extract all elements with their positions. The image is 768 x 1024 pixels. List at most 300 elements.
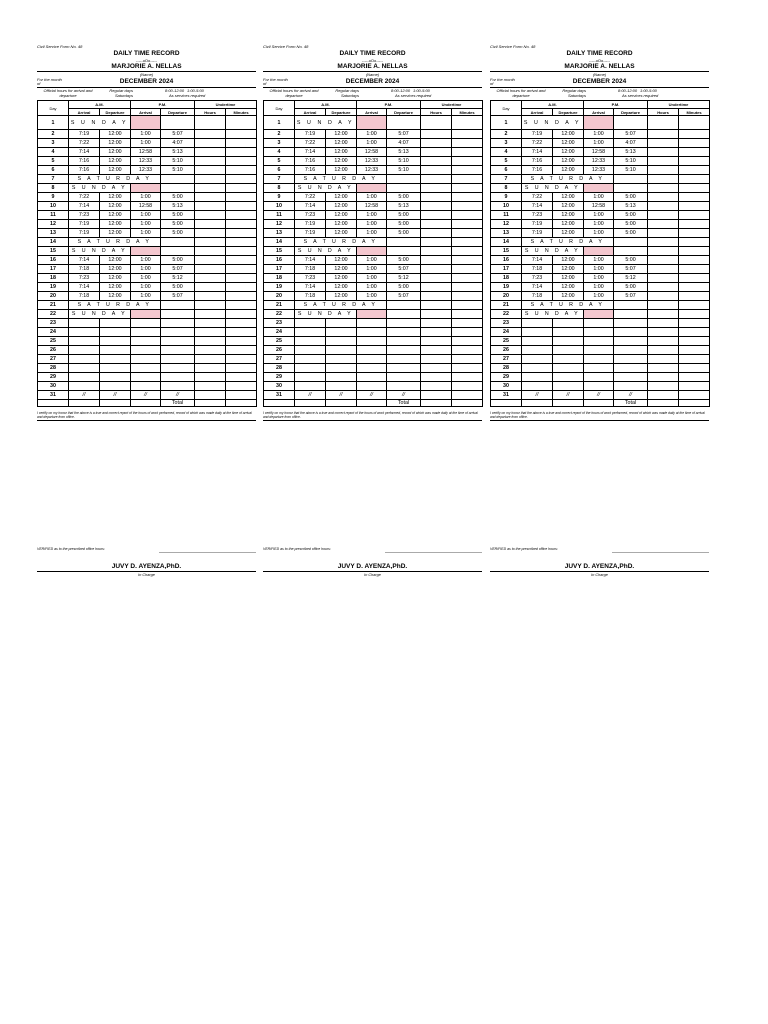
undertime-minutes-cell — [452, 220, 483, 229]
undertime-minutes-cell — [226, 202, 257, 211]
undertime-minutes-cell — [452, 247, 483, 256]
day-number: 9 — [264, 193, 295, 202]
pm-arrival-cell: 12:58 — [584, 148, 614, 157]
undertime-minutes-cell — [226, 220, 257, 229]
undertime-hours-cell — [195, 202, 226, 211]
day-number: 4 — [491, 148, 522, 157]
table-row — [38, 247, 257, 256]
pm-arrival-cell — [357, 328, 387, 337]
verified-label: VERIFIED as to the prescribed office hours: — [37, 547, 105, 551]
pm-arrival-cell: 1:00 — [131, 220, 161, 229]
table-row — [38, 373, 257, 382]
am-arrival-cell — [295, 364, 326, 373]
table-row — [264, 166, 483, 175]
table-row — [491, 382, 710, 391]
undertime-minutes-cell — [452, 319, 483, 328]
pm-departure-cell — [161, 364, 195, 373]
pm-arrival-cell: 1:00 — [584, 211, 614, 220]
am-arrival-cell — [522, 373, 553, 382]
day-number: 10 — [38, 202, 69, 211]
pm-arrival-cell: 12:58 — [357, 148, 387, 157]
am-departure-cell — [326, 346, 357, 355]
am-arrival-cell — [69, 328, 100, 337]
am-arrival-cell: 7:16 — [295, 166, 326, 175]
am-departure-cell — [100, 319, 131, 328]
in-charge-caption: In Charge — [591, 573, 608, 577]
day-number: 15 — [264, 247, 295, 256]
pm-arrival-cell: 12:33 — [131, 157, 161, 166]
am-arrival-cell: 7:23 — [69, 274, 100, 283]
am-departure-cell: 12:00 — [326, 157, 357, 166]
pm-departure-cell: 5:10 — [387, 157, 421, 166]
pm-header: P.M. — [131, 101, 195, 109]
total-spacer — [69, 400, 100, 407]
am-arrival-cell: 7:19 — [69, 229, 100, 238]
am-hours: 8:00-12:00 — [165, 88, 185, 93]
am-departure-cell — [100, 364, 131, 373]
undertime-hours-cell — [195, 346, 226, 355]
am-header: A.M. — [295, 101, 357, 109]
am-departure-cell: 12:00 — [100, 193, 131, 202]
am-arrival-cell: 7:16 — [522, 166, 553, 175]
am-arrival-cell: 7:19 — [522, 130, 553, 139]
undertime-hours-cell — [421, 148, 452, 157]
pm-arrival-cell — [357, 319, 387, 328]
undertime-hours-cell — [648, 157, 679, 166]
total-label: Total — [161, 400, 195, 407]
table-row — [491, 229, 710, 238]
pm-departure-cell — [161, 116, 195, 130]
am-arrival-cell — [69, 364, 100, 373]
day-number: 16 — [264, 256, 295, 265]
am-departure-cell — [553, 346, 584, 355]
pm-arrival-cell — [584, 184, 614, 193]
table-row — [264, 337, 483, 346]
undertime-hours-cell — [648, 238, 679, 247]
am-departure-cell — [553, 355, 584, 364]
table-row — [264, 256, 483, 265]
am-departure-cell: 12:00 — [553, 274, 584, 283]
am-arrival-cell: 7:19 — [69, 220, 100, 229]
day-number: 13 — [264, 229, 295, 238]
undertime-minutes-cell — [679, 265, 710, 274]
undertime-hours-cell — [195, 364, 226, 373]
table-row — [38, 166, 257, 175]
am-departure-cell: // — [100, 391, 131, 400]
pm-arrival-cell: 1:00 — [131, 283, 161, 292]
pm-departure-cell: 5:00 — [614, 283, 648, 292]
am-departure-cell: 12:00 — [553, 283, 584, 292]
day-number: 24 — [491, 328, 522, 337]
pm-arrival-cell: 12:33 — [131, 166, 161, 175]
pm-departure-cell — [161, 346, 195, 355]
am-departure-cell — [100, 355, 131, 364]
verified-label: VERIFIED as to the prescribed office hours: — [490, 547, 558, 551]
am-arrival-cell — [522, 346, 553, 355]
total-spacer — [295, 400, 326, 407]
undertime-hours-cell — [421, 319, 452, 328]
undertime-minutes-cell — [452, 184, 483, 193]
day-number: 23 — [38, 319, 69, 328]
form-number: Civil Service Form No. 48 — [490, 44, 536, 49]
day-number: 31 — [264, 391, 295, 400]
pm-departure-cell — [614, 382, 648, 391]
undertime-minutes-header: Minutes — [452, 109, 483, 116]
table-row — [38, 310, 257, 319]
day-number: 8 — [38, 184, 69, 193]
total-spacer — [264, 400, 295, 407]
undertime-minutes-header: Minutes — [226, 109, 257, 116]
verified-row — [263, 547, 482, 553]
day-number: 27 — [264, 355, 295, 364]
table-row — [264, 283, 483, 292]
day-number: 8 — [264, 184, 295, 193]
day-number: 5 — [38, 157, 69, 166]
am-arrival-cell — [295, 373, 326, 382]
day-header: Day — [38, 101, 69, 116]
am-arrival-cell — [69, 355, 100, 364]
pm-departure-cell — [161, 328, 195, 337]
undertime-hours-cell — [421, 292, 452, 301]
am-arrival-cell — [295, 355, 326, 364]
am-departure-cell: 12:00 — [100, 283, 131, 292]
undertime-hours-cell — [421, 220, 452, 229]
undertime-minutes-cell — [452, 283, 483, 292]
undertime-minutes-cell — [679, 373, 710, 382]
pm-arrival-cell: 1:00 — [357, 229, 387, 238]
day-number: 1 — [264, 116, 295, 130]
day-number: 25 — [38, 337, 69, 346]
undertime-minutes-cell — [679, 148, 710, 157]
pm-arrival-cell: 1:00 — [131, 229, 161, 238]
saturday-label: S A T U R D A Y — [295, 175, 387, 184]
day-number: 9 — [491, 193, 522, 202]
undertime-minutes-cell — [679, 256, 710, 265]
pm-arrival-cell — [357, 247, 387, 256]
table-row — [264, 175, 483, 184]
undertime-hours-cell — [421, 265, 452, 274]
pm-departure-cell: 5:00 — [387, 193, 421, 202]
pm-departure-cell: 5:12 — [614, 274, 648, 283]
pm-arrival-cell: 1:00 — [584, 139, 614, 148]
day-number: 29 — [491, 373, 522, 382]
pm-departure-cell — [614, 319, 648, 328]
table-row — [491, 301, 710, 310]
undertime-hours-cell — [648, 175, 679, 184]
table-row — [491, 391, 710, 400]
employee-name: MARJORIE A. NELLAS — [263, 63, 482, 72]
undertime-minutes-cell — [679, 319, 710, 328]
undertime-hours-cell — [648, 274, 679, 283]
am-arrival-cell: 7:18 — [69, 292, 100, 301]
table-row — [264, 328, 483, 337]
pm-departure-cell: 5:13 — [387, 202, 421, 211]
pm-departure-cell — [387, 310, 421, 319]
table-row — [491, 346, 710, 355]
form-title: DAILY TIME RECORD — [339, 50, 406, 57]
day-number: 29 — [264, 373, 295, 382]
table-row — [264, 274, 483, 283]
table-row — [491, 247, 710, 256]
am-arrival-cell: // — [69, 391, 100, 400]
pm-departure-cell: 5:07 — [161, 292, 195, 301]
pm-departure-cell — [614, 310, 648, 319]
undertime-hours-cell — [195, 274, 226, 283]
am-departure-cell — [553, 373, 584, 382]
pm-departure-cell: 5:00 — [161, 193, 195, 202]
undertime-minutes-cell — [226, 265, 257, 274]
am-arrival-cell — [69, 382, 100, 391]
am-departure-cell: 12:00 — [553, 265, 584, 274]
am-departure-cell: 12:00 — [553, 148, 584, 157]
day-number: 17 — [38, 265, 69, 274]
total-spacer — [326, 400, 357, 407]
in-charge-caption: In Charge — [138, 573, 155, 577]
table-row — [491, 283, 710, 292]
table-row — [264, 292, 483, 301]
name-caption: (Name) — [592, 72, 607, 77]
pm-departure-cell: 5:00 — [161, 283, 195, 292]
day-number: 28 — [38, 364, 69, 373]
am-arrival-cell — [69, 319, 100, 328]
pm-departure-cell — [387, 328, 421, 337]
official-hours-label: Official hours for arrival and departure — [43, 88, 93, 98]
undertime-hours-cell — [648, 283, 679, 292]
pm-arrival-cell — [357, 184, 387, 193]
table-row — [264, 373, 483, 382]
table-row — [38, 202, 257, 211]
table-row — [491, 373, 710, 382]
total-spacer — [522, 400, 553, 407]
am-departure-cell: 12:00 — [326, 166, 357, 175]
am-arrival-cell — [522, 337, 553, 346]
pm-departure-cell: 5:07 — [387, 265, 421, 274]
undertime-minutes-cell — [679, 346, 710, 355]
undertime-minutes-cell — [226, 346, 257, 355]
pm-arrival-cell: 12:58 — [357, 202, 387, 211]
undertime-minutes-cell — [226, 364, 257, 373]
am-arrival-cell — [69, 373, 100, 382]
undertime-hours-cell — [195, 229, 226, 238]
undertime-hours-cell — [421, 175, 452, 184]
am-arrival-header: Arrival — [522, 109, 553, 116]
saturdays-label: Saturdays — [114, 93, 133, 98]
day-number: 19 — [264, 283, 295, 292]
am-arrival-cell — [522, 382, 553, 391]
am-arrival-header: Arrival — [69, 109, 100, 116]
table-row — [38, 274, 257, 283]
pm-arrival-cell: 12:58 — [131, 202, 161, 211]
pm-departure-cell: 5:07 — [161, 265, 195, 274]
pm-arrival-cell — [357, 382, 387, 391]
pm-departure-cell — [387, 247, 421, 256]
pm-arrival-cell — [131, 247, 161, 256]
pm-departure-cell: 5:07 — [614, 265, 648, 274]
am-arrival-cell: 7:19 — [295, 220, 326, 229]
undertime-header: Undertime — [421, 101, 483, 109]
pm-arrival-cell — [584, 373, 614, 382]
undertime-hours-cell — [648, 355, 679, 364]
am-departure-cell: 12:00 — [100, 220, 131, 229]
table-row — [38, 116, 257, 130]
undertime-hours-cell — [421, 328, 452, 337]
pm-hours: 1:00-5:00 — [413, 88, 430, 93]
day-number: 22 — [264, 310, 295, 319]
am-departure-cell: 12:00 — [326, 193, 357, 202]
pm-departure-cell: 5:13 — [387, 148, 421, 157]
pm-arrival-cell: 1:00 — [357, 211, 387, 220]
signer-name: JUVY D. AYENZA,PhD. — [37, 563, 256, 572]
undertime-hours-cell — [195, 355, 226, 364]
day-number: 7 — [38, 175, 69, 184]
pm-departure-cell: 5:10 — [161, 166, 195, 175]
undertime-minutes-cell — [452, 274, 483, 283]
pm-departure-cell — [387, 337, 421, 346]
undertime-minutes-cell — [452, 328, 483, 337]
table-row — [264, 391, 483, 400]
pm-departure-cell — [161, 247, 195, 256]
pm-departure-cell — [387, 116, 421, 130]
am-departure-cell: 12:00 — [553, 292, 584, 301]
undertime-hours-cell — [421, 193, 452, 202]
pm-arrival-cell: 1:00 — [131, 256, 161, 265]
total-minutes — [452, 400, 483, 407]
day-number: 7 — [491, 175, 522, 184]
undertime-minutes-cell — [452, 211, 483, 220]
am-departure-cell — [100, 346, 131, 355]
day-number: 21 — [491, 301, 522, 310]
table-row — [491, 166, 710, 175]
table-row — [491, 355, 710, 364]
day-number: 28 — [264, 364, 295, 373]
am-arrival-cell — [295, 337, 326, 346]
am-departure-cell: 12:00 — [553, 202, 584, 211]
undertime-hours-cell — [648, 310, 679, 319]
pm-arrival-cell: 1:00 — [131, 292, 161, 301]
table-row — [38, 193, 257, 202]
undertime-hours-cell — [421, 202, 452, 211]
form-title: DAILY TIME RECORD — [566, 50, 633, 57]
pm-departure-cell — [614, 364, 648, 373]
undertime-minutes-cell — [452, 256, 483, 265]
pm-arrival-cell — [357, 337, 387, 346]
table-row — [264, 116, 483, 130]
table-row — [38, 238, 257, 247]
pm-arrival-cell — [131, 328, 161, 337]
pm-departure-cell: 5:00 — [614, 220, 648, 229]
day-number: 7 — [264, 175, 295, 184]
am-departure-cell: 12:00 — [100, 229, 131, 238]
table-row — [491, 319, 710, 328]
am-hours: 8:00-12:00 — [618, 88, 638, 93]
pm-departure-cell — [161, 310, 195, 319]
am-arrival-cell: 7:19 — [522, 229, 553, 238]
pm-departure-cell: 5:00 — [387, 256, 421, 265]
undertime-minutes-cell — [679, 193, 710, 202]
pm-departure-cell — [614, 301, 648, 310]
table-row — [491, 364, 710, 373]
pm-departure-cell — [387, 238, 421, 247]
undertime-hours-cell — [421, 256, 452, 265]
table-row — [38, 328, 257, 337]
undertime-hours-cell — [421, 157, 452, 166]
verified-signature-line — [159, 552, 256, 553]
employee-name: MARJORIE A. NELLAS — [490, 63, 709, 72]
month-row — [263, 77, 482, 88]
undertime-minutes-header: Minutes — [679, 109, 710, 116]
am-arrival-cell: 7:14 — [522, 202, 553, 211]
am-departure-cell: // — [553, 391, 584, 400]
pm-arrival-cell: 1:00 — [131, 211, 161, 220]
undertime-minutes-cell — [452, 157, 483, 166]
undertime-minutes-cell — [226, 355, 257, 364]
day-number: 26 — [491, 346, 522, 355]
pm-arrival-cell: 1:00 — [131, 265, 161, 274]
pm-arrival-cell: // — [131, 391, 161, 400]
undertime-header: Undertime — [195, 101, 257, 109]
pm-departure-cell — [161, 319, 195, 328]
am-departure-cell — [100, 337, 131, 346]
table-row — [491, 328, 710, 337]
day-number: 26 — [38, 346, 69, 355]
undertime-minutes-cell — [452, 229, 483, 238]
am-departure-cell: 12:00 — [326, 229, 357, 238]
day-number: 21 — [264, 301, 295, 310]
am-departure-cell: 12:00 — [100, 292, 131, 301]
undertime-hours-cell — [648, 211, 679, 220]
pm-departure-cell: 5:10 — [614, 166, 648, 175]
pm-departure-cell: 5:13 — [161, 148, 195, 157]
am-arrival-cell: 7:14 — [69, 148, 100, 157]
undertime-hours-cell — [195, 211, 226, 220]
table-row — [491, 337, 710, 346]
day-number: 18 — [38, 274, 69, 283]
undertime-hours-cell — [648, 292, 679, 301]
am-departure-cell: 12:00 — [326, 220, 357, 229]
day-number: 22 — [38, 310, 69, 319]
pm-departure-cell — [161, 373, 195, 382]
table-row — [264, 301, 483, 310]
am-departure-header: Departure — [100, 109, 131, 116]
pm-departure-cell: 5:07 — [614, 130, 648, 139]
pm-arrival-cell — [131, 184, 161, 193]
am-departure-cell: 12:00 — [326, 202, 357, 211]
pm-departure-cell: 5:10 — [161, 157, 195, 166]
pm-departure-cell: 5:00 — [387, 220, 421, 229]
month-value: DECEMBER 2024 — [345, 78, 400, 85]
am-arrival-cell: 7:14 — [295, 283, 326, 292]
undertime-minutes-cell — [679, 274, 710, 283]
pm-departure-cell: 5:13 — [161, 202, 195, 211]
official-hours-label: Official hours for arrival and departure — [269, 88, 319, 98]
undertime-minutes-cell — [226, 139, 257, 148]
day-number: 31 — [38, 391, 69, 400]
undertime-minutes-cell — [679, 229, 710, 238]
day-number: 17 — [491, 265, 522, 274]
am-arrival-cell — [295, 382, 326, 391]
day-number: 20 — [264, 292, 295, 301]
pm-arrival-cell — [131, 355, 161, 364]
undertime-hours-cell — [648, 184, 679, 193]
undertime-hours-cell — [648, 373, 679, 382]
month-row — [37, 77, 256, 88]
pm-arrival-cell: 1:00 — [357, 193, 387, 202]
day-number: 24 — [264, 328, 295, 337]
day-number: 29 — [38, 373, 69, 382]
in-charge-caption: In Charge — [364, 573, 381, 577]
pm-departure-cell: 5:00 — [161, 229, 195, 238]
am-arrival-cell: 7:14 — [69, 202, 100, 211]
